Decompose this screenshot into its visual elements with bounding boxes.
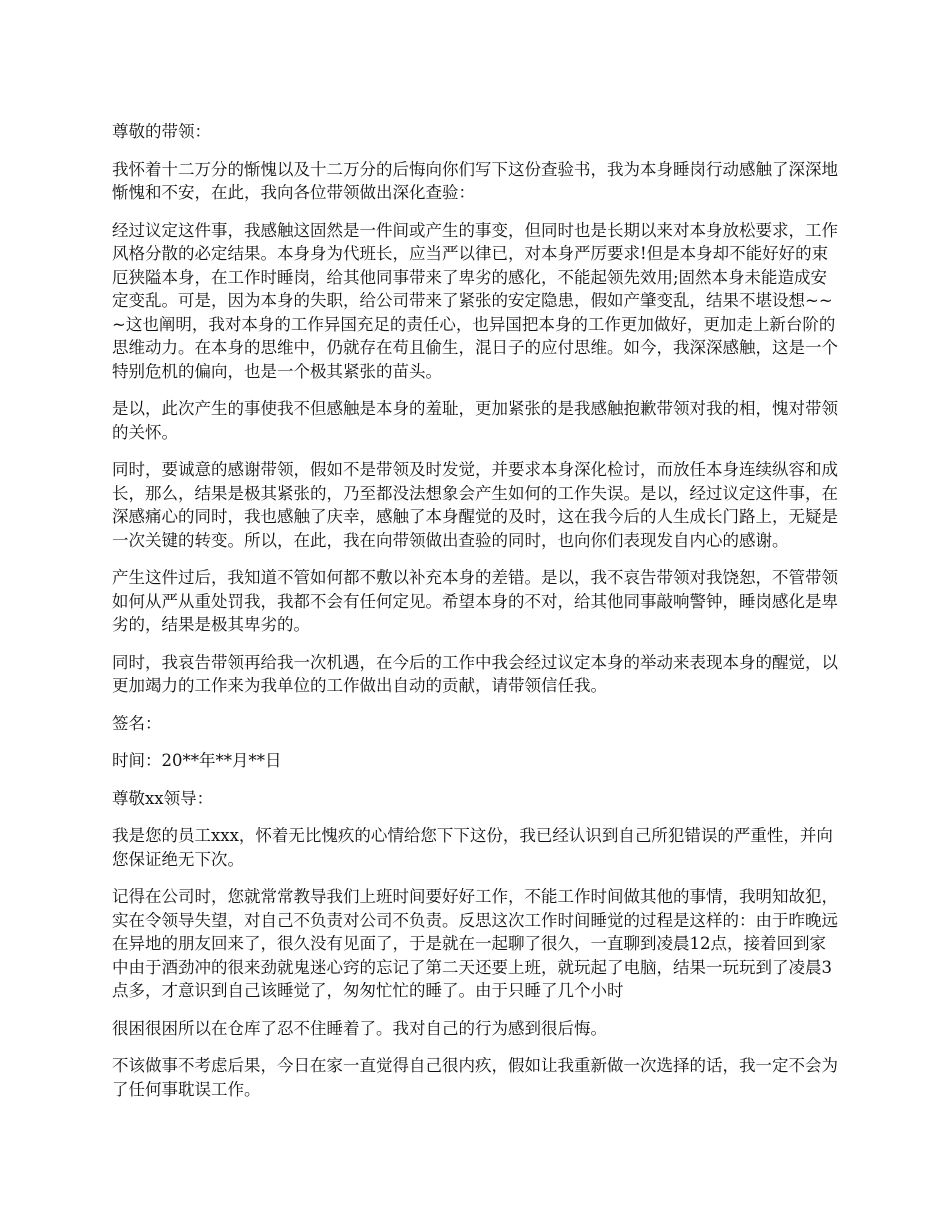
- paragraph-employee: 我是您的员工xxx，怀着无比愧疚的心情给您下下这份，我已经认识到自己所犯错误的严重性，并向您保证绝无下次。: [112, 826, 833, 869]
- paragraph-shame: 是以，此次产生的事使我不但感触是本身的羞耻，更加紧张的是我感触抱歉带领对我的相，愧对带领的关怀。: [112, 399, 838, 442]
- paragraph-regret: 不该做事不考虑后果，今日在家一直觉得自己很内疚，假如让我重新做一次选择的话，我一定不会为了任何事耽误工作。: [112, 1056, 838, 1099]
- paragraph-thanks: 同时，要诚意的感谢带领，假如不是带领及时发觉，并要求本身深化检讨，而放任本身连续纵容和成长，那么，结果是极其紧张的，乃至都没法想象会产生如何的工作失误。是以，经过议定这件事，在深感痛心的同时，我也感触了庆幸，感触了本身醒觉的及时，这在我今后的人生成长门路上，无疑是一次关键的转变。所以，在此，我在向带领做出查验的同时，也向你们表现发自内心的感谢。: [112, 460, 838, 550]
- date-line: 时间：20**年**月**日: [112, 751, 282, 770]
- paragraph-accept-penalty: 产生这件过后，我知道不管如何都不敷以补充本身的差错。是以，我不哀告带领对我饶恕，不管带领如何从严从重处罚我，我都不会有任何定见。希望本身的不对，给其他同事敲响警钟，睡岗感化是卑劣的，结果是极其卑劣的。: [112, 568, 838, 634]
- paragraph-intro: 我怀着十二万分的惭愧以及十二万分的后悔向你们写下这份查验书，我为本身睡岗行动感触了深深地惭愧和不安，在此，我向各位带领做出深化查验：: [112, 159, 838, 202]
- greeting-1: 尊敬的带领：: [112, 122, 211, 141]
- paragraph-recall: 记得在公司时，您就常常教导我们上班时间要好好工作，不能工作时间做其他的事情，我明知故犯，实在令领导失望，对自己不负责对公司不负责。反思这次工作时间睡觉的过程是这样的：由于昨晚远在异地的朋友回来了，很久没有见面了，于是就在一起聊了很久，一直聊到凌晨12点，接着回到家中由于酒劲冲的很来劲就鬼迷心窍的忘记了第二天还要上班，就玩起了电脑，结果一玩玩到了凌晨3点多，才意识到自己该睡觉了，匆匆忙忙的睡了。由于只睡了几个小时: [112, 887, 838, 1000]
- signature-line: 签名：: [112, 713, 162, 733]
- paragraph-sleepy: 很困很困所以在仓库了忍不住睡着了。我对自己的行为感到很后悔。: [112, 1018, 607, 1038]
- paragraph-reflection: 经过议定这件事，我感触这固然是一件间或产生的事变，但同时也是长期以来对本身放松要求，工作风格分散的必定结果。本身身为代班长，应当严以律已，对本身严厉要求!但是本身却不能好好的束厄狭隘本身，在工作时睡岗，给其他同事带来了卑劣的感化，不能起领先效用;固然本身未能造成安定变乱。可是，因为本身的失职，给公司带来了紧张的安定隐患，假如产肇变乱，结果不堪设想~~~这也阐明，我对本身的工作异国充足的责任心，也异国把本身的工作更加做好，更加走上新台阶的思维动力。在本身的思维中，仍就存在苟且偷生，混日子的应付思维。如今，我深深感触，这是一个特别危机的偏向，也是一个极其紧张的苗头。: [112, 220, 838, 381]
- document-page: [112, 120, 840, 1115]
- paragraph-request: 同时，我哀告带领再给我一次机遇，在今后的工作中我会经过议定本身的举动来表现本身的醒觉，以更加竭力的工作来为我单位的工作做出自动的贡献，请带领信任我。: [112, 652, 838, 695]
- greeting-2: 尊敬xx领导：: [112, 788, 214, 808]
